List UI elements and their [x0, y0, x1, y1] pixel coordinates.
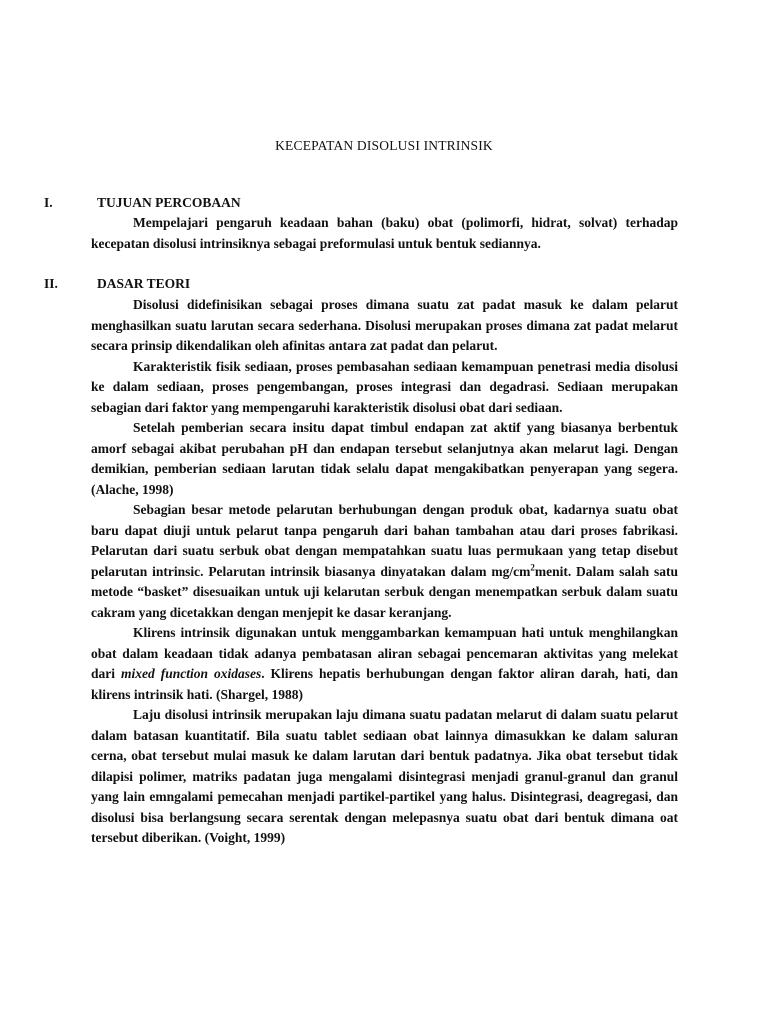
section-heading-tujuan: [44, 195, 444, 211]
italic-term: mixed function oxidases: [120, 666, 262, 681]
text-run: Klirens intrinsik digunakan untuk menggambarkan kemampuan hati untuk menghilangkan obat dalam keadaan tidak adanya pembatasan aliran sebagai pencemaran aktivitas yang melekat dari: [91, 625, 678, 681]
section-number: I.: [44, 195, 53, 210]
section-heading-dasar-teori: [44, 276, 444, 292]
paragraph-klirens: [91, 623, 678, 705]
section-number: II.: [44, 276, 58, 291]
document-title: KECEPATAN DISOLUSI INTRINSIK: [275, 138, 493, 153]
paragraph-disolusi: Disolusi didefinisikan sebagai proses dimana suatu zat padat masuk ke dalam pelarut menghasilkan suatu larutan secara sederhana. Disolusi merupakan proses dimana zat padat melarut secara prinsip dikendalikan oleh afinitas antara zat padat dan pelarut.: [91, 297, 678, 353]
section-title: TUJUAN PERCOBAAN: [97, 195, 241, 210]
text-run: Sebagian besar metode pelarutan berhubungan dengan produk obat, kadarnya suatu obat baru dapat diuji untuk pelarut tanpa pengaruh dari bahan tambahan atau dari proses fabrikasi. Pelarutan dari suatu serbuk obat dengan mempatahkan suatu luas permukaan yang tetap disebut pelarutan intrinsic. Pelarutan intrinsik biasanya dinyatakan dalam mg/cm: [91, 502, 678, 579]
text-run: . Klirens hepatis berhubungan dengan faktor aliran darah, hati, dan klirens intrinsik hati. (Shargel, 1988): [91, 666, 678, 702]
text-run: menit. Dalam salah satu metode “basket” disesuaikan untuk uji kelarutan serbuk dengan menempatkan serbuk dalam suatu cakram yang dicetakkan dengan menjepit ke dasar keranjang.: [91, 563, 678, 620]
paragraph-tujuan: Mempelajari pengaruh keadaan bahan (baku) obat (polimorfi, hidrat, solvat) terhadap kecepatan disolusi intrinsiknya sebagai preformulasi untuk bentuk sediannya.: [91, 215, 678, 251]
paragraph-metode-pelarutan: [91, 500, 678, 623]
superscript: 2: [530, 562, 535, 572]
paragraph-karakteristik: Karakteristik fisik sediaan, proses pembasahan sediaan kemampuan penetrasi media disolusi ke dalam sediaan, proses pengembangan, proses integrasi dan degadrasi. Sediaan merupakan sebagian dari faktor yang mempengaruhi karakteristik disolusi obat dari sediaan.: [91, 358, 678, 415]
section-title: DASAR TEORI: [97, 276, 191, 291]
paragraph-laju-disolusi: Laju disolusi intrinsik merupakan laju dimana suatu padatan melarut di dalam suatu pelarut dalam batasan kuantitatif. Bila suatu tablet sediaan obat lainnya dimasukkan ke dalam saluran cerna, obat tersebut mulai masuk ke dalam larutan dari bentuk padatnya. Jika obat tersebut tidak dilapisi polimer, matriks padatan juga mengalami disintegrasi menjadi granul-granul dan granul yang lain emngalami pemecahan menjadi partikel-partikel yang halus. Disintegrasi, deagregasi, dan disolusi bisa berlangsung secara serentak dengan melepasnya suatu obat dari bentuk dimana oat tersebut diberikan. (Voight, 1999): [91, 707, 678, 845]
paragraph-insitu: Setelah pemberian secara insitu dapat timbul endapan zat aktif yang biasanya berbentuk amorf sebagai akibat perubahan pH dan endapan tersebut selanjutnya akan melarut lagi. Dengan demikian, pemberian sediaan larutan tidak selalu dapat mengakibatkan penyerapan yang segera. (Alache, 1998): [91, 420, 678, 497]
section-body-dasar-teori: [91, 295, 678, 849]
section-body-tujuan: [91, 213, 678, 254]
